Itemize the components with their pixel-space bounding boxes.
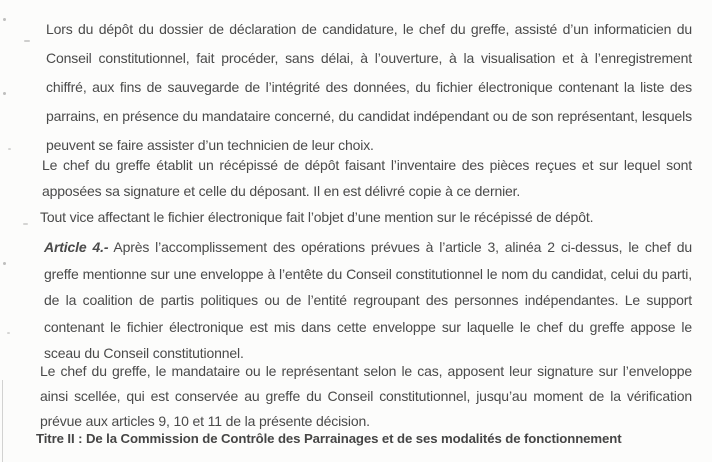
title-ii-heading: Titre II : De la Commission de Contrôle des Parrainages et de ses modalités de fonctionnement [36, 431, 622, 446]
scan-speckle [7, 332, 10, 334]
scan-speckle [24, 40, 30, 42]
article-4-label: Article 4.- [44, 239, 109, 255]
scan-speckle [3, 18, 6, 21]
paragraph-envelope-signature: Le chef du greffe, le mandataire ou le représentant selon le cas, apposent leur signature sur l’enveloppe ainsi scellée, qui est conservée au greffe du Conseil constitutionnel, jusqu’au moment de la vérification prévue aux articles 9, 10 et 11 de la présente décision. [40, 363, 692, 429]
scan-edge-line [2, 380, 3, 462]
paragraph-deposit-procedure: Lors du dépôt du dossier de déclaration de candidature, le chef du greffe, assisté d’un informaticien du Conseil constitutionnel, fait procéder, sans délai, à l’ouverture, à la visualisation et à l’enregistrement chiffré, aux fins de sauvegarde de l’intégrité des données, du fichier électronique contenant la liste des parrains, en présence du mandataire concerné, du candidat indépendant ou de son représentant, lesquels peuvent se faire assister d’un technicien de leur choix. [46, 21, 692, 153]
article-4-text: Après l’accomplissement des opérations prévues à l’article 3, alinéa 2 ci-dessus, le chef du greffe mentionne sur une enveloppe à l’entête du Conseil constitutionnel le nom du candidat, celui du parti, de la coalition de partis politiques ou de l’entité regroupant des personnes indépendantes. Le support contenant le fichier électronique est mis dans cette enveloppe sur laquelle le chef du greffe appose le sceau du Conseil constitutionnel. [44, 239, 692, 361]
scan-speckle [8, 148, 11, 150]
scan-speckle [3, 92, 6, 95]
scan-speckle [3, 262, 6, 265]
scan-speckle [23, 223, 28, 225]
paragraph-file-defect: Tout vice affectant le fichier électronique fait l’objet d’une mention sur le récépissé de dépôt. [40, 209, 594, 225]
paragraph-receipt: Le chef du greffe établit un récépissé de dépôt faisant l’inventaire des pièces reçues et sur lequel sont apposées sa signature et celle du déposant. Il en est délivré copie à ce dernier. [42, 157, 692, 199]
paragraph-article-4 [44, 234, 692, 367]
